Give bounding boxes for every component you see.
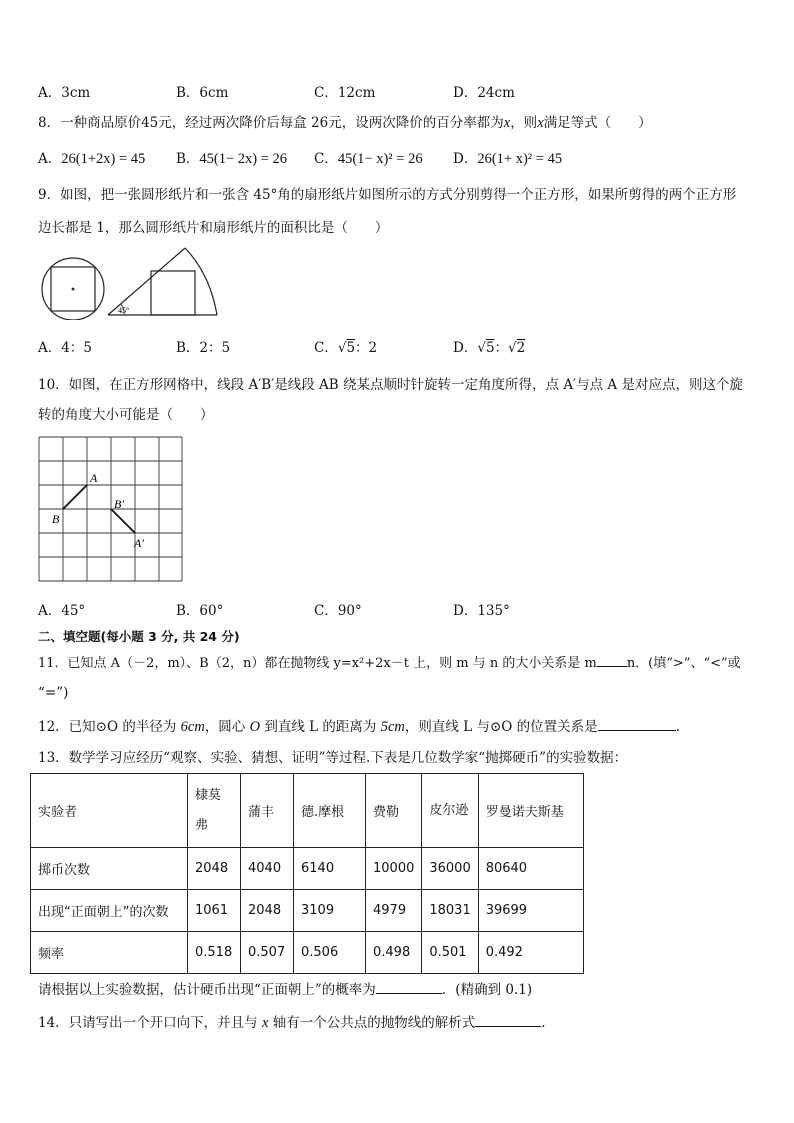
q9-option-d: D．√5：√2 bbox=[453, 340, 526, 356]
q10-option-b: B．60° bbox=[176, 603, 224, 619]
sector-radius-slant bbox=[108, 248, 185, 315]
table-header-cell: 实验者 bbox=[31, 774, 188, 848]
q13-answer-blank[interactable] bbox=[376, 981, 442, 994]
circle-center-dot bbox=[72, 288, 75, 291]
q13-followup: 请根据以上实验数据，估计硬币出现“正面朝上”的概率为 ．(精确到 0.1) bbox=[38, 982, 533, 998]
table-header-cell: 罗曼诺夫斯基 bbox=[478, 774, 583, 848]
square-in-sector bbox=[151, 271, 195, 315]
q9-option-a: A．4：5 bbox=[38, 340, 92, 356]
q8-option-d: D．26(1+ x)² = 45 bbox=[453, 151, 563, 167]
table-row bbox=[31, 890, 584, 932]
table-cell: 0.492 bbox=[478, 932, 583, 974]
table-cell: 0.501 bbox=[422, 932, 478, 974]
q9-figure bbox=[38, 244, 228, 320]
table-cell: 2048 bbox=[241, 890, 294, 932]
table-cell: 0.506 bbox=[294, 932, 366, 974]
table-cell: 10000 bbox=[366, 848, 422, 890]
table-cell: 4040 bbox=[241, 848, 294, 890]
q7-option-c: C．12cm bbox=[314, 85, 376, 101]
table-header-cell: 费勒 bbox=[366, 774, 422, 848]
q12-stem: 12．已知⊙O 的半径为 6cm，圆心 O 到直线 L 的距离为 5cm，则直线 L 与⊙O 的位置关系是 . bbox=[38, 719, 680, 735]
point-b-label: B bbox=[52, 512, 60, 526]
q7-option-d: D．24cm bbox=[453, 85, 515, 101]
q8-option-c: C．45(1− x)² = 26 bbox=[314, 151, 423, 167]
angle-label: 45° bbox=[118, 306, 130, 315]
q10-stem-line2: 转的角度大小可能是（ ） bbox=[38, 407, 214, 423]
table-header-cell: 蒲丰 bbox=[241, 774, 294, 848]
table-cell: 0.518 bbox=[188, 932, 241, 974]
table-cell: 0.498 bbox=[366, 932, 422, 974]
q9-stem-line1: 9．如图，把一张圆形纸片和一张含 45°角的扇形纸片如图所示的方式分别剪得一个正方形，如果所剪得的两个正方形 bbox=[38, 187, 737, 203]
table-cell: 4979 bbox=[366, 890, 422, 932]
table-cell: 掷币次数 bbox=[31, 848, 188, 890]
table-header-cell: 德.摩根 bbox=[294, 774, 366, 848]
table-cell: 18031 bbox=[422, 890, 478, 932]
table-cell: 3109 bbox=[294, 890, 366, 932]
segment-a-prime-b-prime bbox=[111, 509, 135, 533]
table-cell: 1061 bbox=[188, 890, 241, 932]
q7-option-b: B．6cm bbox=[176, 85, 229, 101]
segment-ab bbox=[63, 485, 87, 509]
point-a-prime-label: A′ bbox=[134, 536, 144, 550]
q10-option-a: A．45° bbox=[38, 603, 86, 619]
table-header-cell: 皮尔逊 bbox=[422, 774, 478, 848]
table-row bbox=[31, 932, 584, 974]
table-cell: 80640 bbox=[478, 848, 583, 890]
section-2-heading: 二、填空题(每小题 3 分, 共 24 分) bbox=[38, 629, 240, 644]
table-cell: 频率 bbox=[31, 932, 188, 974]
q7-option-a: A．3cm bbox=[38, 85, 91, 101]
table-cell: 0.507 bbox=[241, 932, 294, 974]
table-cell: 6140 bbox=[294, 848, 366, 890]
q13-stem: 13．数学学习应经历“观察、实验、猜想、证明”等过程.下表是几位数学家“抛掷硬币”的实验数据： bbox=[38, 750, 628, 766]
q14-answer-blank[interactable] bbox=[475, 1014, 541, 1027]
q11-stem-line2: “=”) bbox=[38, 685, 69, 701]
q11-stem-line1: 11．已知点 A（－2，m）、B（2，n）都在抛物线 y=x²+2x－t 上，则 m 与 n 的大小关系是 m n．(填“>”、“<”或 bbox=[38, 656, 741, 671]
q8-option-a: A．26(1+2x) = 45 bbox=[38, 151, 146, 167]
table-cell: 36000 bbox=[422, 848, 478, 890]
sector-arc bbox=[185, 248, 217, 315]
table-row bbox=[31, 848, 584, 890]
coin-toss-table bbox=[30, 773, 584, 974]
q8-stem: 8．一种商品原价45元，经过两次降价后每盒 26元，设两次降价的百分率都为x，则x满足等式（ ） bbox=[38, 115, 652, 131]
q10-option-c: C．90° bbox=[314, 603, 362, 619]
q14-stem: 14．只请写出一个开口向下，并且与 x 轴有一个公共点的抛物线的解析式 . bbox=[38, 1015, 546, 1031]
table-header-cell: 棣莫弗 bbox=[188, 774, 241, 848]
q12-answer-blank[interactable] bbox=[598, 718, 676, 731]
table-cell: 2048 bbox=[188, 848, 241, 890]
q11-answer-blank[interactable] bbox=[597, 654, 627, 667]
q10-grid-figure bbox=[38, 436, 184, 584]
q10-stem-line1: 10．如图，在正方形网格中，线段 A′B′是线段 AB 绕某点顺时针旋转一定角度所得，点 A′与点 A 是对应点，则这个旋 bbox=[38, 377, 743, 393]
point-b-prime-label: B′ bbox=[114, 497, 124, 511]
q10-option-d: D．135° bbox=[453, 603, 510, 619]
q9-option-c: C．√5：2 bbox=[314, 340, 378, 356]
q8-option-b: B．45(1− 2x) = 26 bbox=[176, 151, 288, 167]
grid-lines bbox=[39, 437, 182, 581]
table-header-row bbox=[31, 774, 584, 848]
q9-option-b: B．2：5 bbox=[176, 340, 231, 356]
q9-stem-line2: 边长都是 1，那么圆形纸片和扇形纸片的面积比是（ ） bbox=[38, 220, 389, 236]
point-a-label: A bbox=[90, 471, 98, 485]
table-cell: 39699 bbox=[478, 890, 583, 932]
table-cell: 出现“正面朝上”的次数 bbox=[31, 890, 188, 932]
